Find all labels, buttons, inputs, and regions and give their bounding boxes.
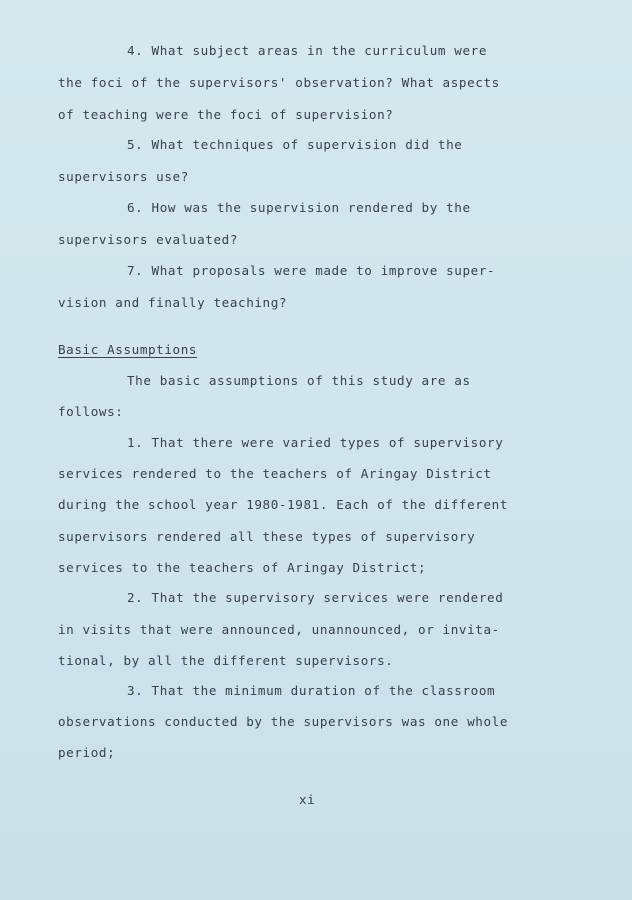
assumption-3-line-3: period; [58, 745, 116, 760]
assumption-1-line-3: during the school year 1980-1981. Each of the different [58, 497, 509, 512]
question-4-line-3: of teaching were the foci of supervision? [58, 107, 394, 122]
question-6-line-2: supervisors evaluated? [58, 232, 239, 247]
assumption-1-line-5: services to the teachers of Aringay District; [58, 560, 427, 575]
assumption-2-line-3: tional, by all the different supervisors. [58, 653, 394, 668]
question-4-line-2: the foci of the supervisors' observation? What aspects [58, 75, 500, 90]
assumption-2-line-1: 2. That the supervisory services were rendered [127, 590, 504, 605]
page-number: xi [299, 792, 316, 807]
section-heading: Basic Assumptions [58, 342, 198, 357]
assumption-2-line-2: in visits that were announced, unannounced, or invita- [58, 622, 500, 637]
question-5-line-2: supervisors use? [58, 169, 189, 184]
assumption-3-line-2: observations conducted by the supervisors was one whole [58, 714, 509, 729]
question-5-line-1: 5. What techniques of supervision did the [127, 137, 463, 152]
assumption-1-line-4: supervisors rendered all these types of supervisory [58, 529, 476, 544]
assumption-1-line-1: 1. That there were varied types of supervisory [127, 435, 504, 450]
question-4-line-1: 4. What subject areas in the curriculum were [127, 43, 488, 58]
assumption-1-line-2: services rendered to the teachers of Aringay District [58, 466, 492, 481]
question-7-line-1: 7. What proposals were made to improve super- [127, 263, 496, 278]
intro-line-1: The basic assumptions of this study are as [127, 373, 471, 388]
question-6-line-1: 6. How was the supervision rendered by the [127, 200, 471, 215]
assumption-3-line-1: 3. That the minimum duration of the classroom [127, 683, 496, 698]
intro-line-2: follows: [58, 404, 124, 419]
question-7-line-2: vision and finally teaching? [58, 295, 288, 310]
